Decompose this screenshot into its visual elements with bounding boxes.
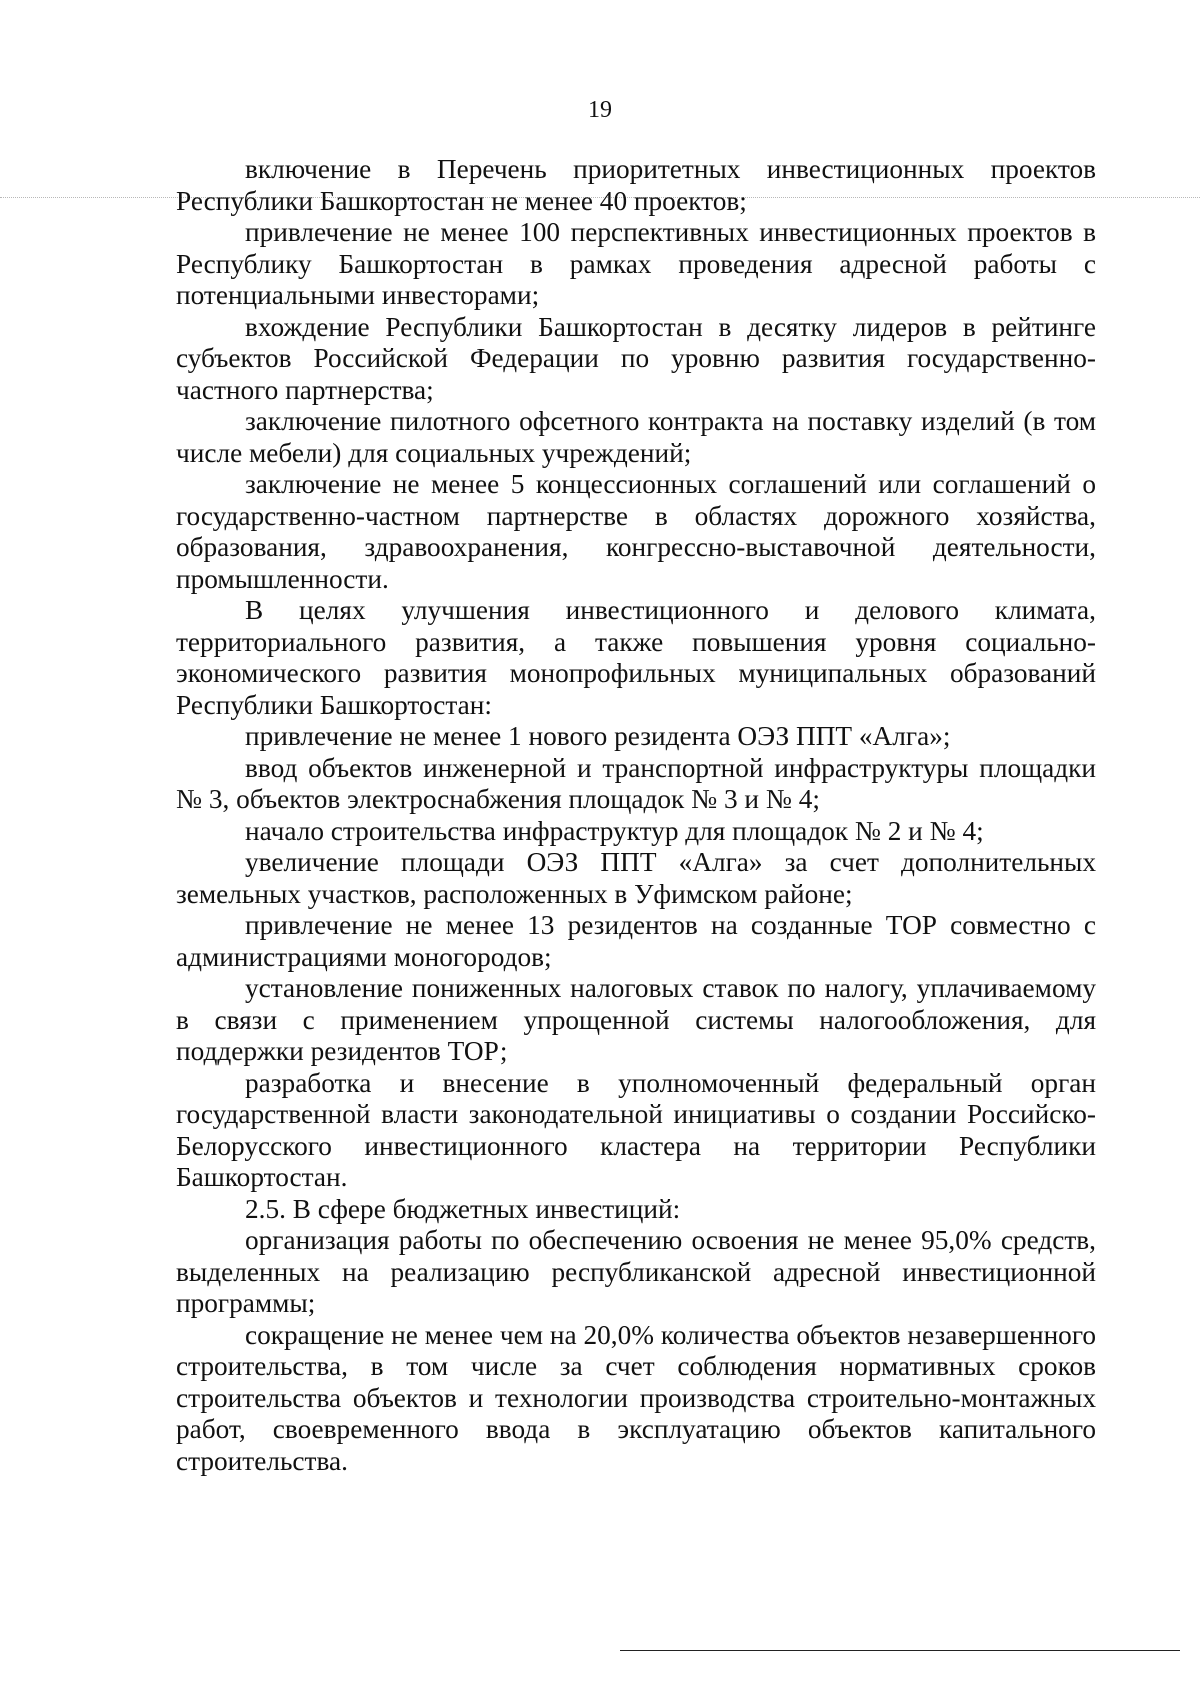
paragraph: заключение пилотного офсетного контракта на поставку изделий (в том числе мебели) для социальных учреждений; [176,406,1096,468]
paragraph: сокращение не менее чем на 20,0% количества объектов незавершенного строительства, в том числе за счет соблюдения нормативных сроков строительства объектов и технологии производства строительно-монтажных работ, своевременного ввода в эксплуатацию объектов капитального строительства. [176,1319,1096,1476]
paragraph: вхождение Республики Башкортостан в десятку лидеров в рейтинге субъектов Российской Федерации по уровню развития государственно-частного партнерства; [176,311,1096,405]
paragraph: заключение не менее 5 концессионных соглашений или соглашений о государственно-частном партнерстве в областях дорожного хозяйства, образования, здравоохранения, конгрессно-выставочной деятельности, промышленности. [176,469,1096,594]
page-number: 19 [588,97,612,123]
paragraph: увеличение площади ОЭЗ ППТ «Алга» за счет дополнительных земельных участков, расположенных в Уфимском районе; [176,847,1096,909]
paragraph: привлечение не менее 13 резидентов на созданные ТОР совместно с администрациями моногородов; [176,910,1096,972]
paragraph: разработка и внесение в уполномоченный федеральный орган государственной власти законодательной инициативы о создании Российско-Белорусского инвестиционного кластера на территории Республики Башкортостан. [176,1067,1096,1192]
footer-rule [620,1650,1180,1651]
paragraph: В целях улучшения инвестиционного и делового климата, территориального развития, а также повышения уровня социально-экономического развития монопрофильных муниципальных образований Республики Башкортостан: [176,595,1096,720]
paragraph: привлечение не менее 100 перспективных инвестиционных проектов в Республику Башкортостан в рамках проведения адресной работы с потенциальными инвесторами; [176,217,1096,310]
paragraph: ввод объектов инженерной и транспортной инфраструктуры площадки № 3, объектов электроснабжения площадок № 3 и № 4; [176,752,1096,814]
paragraph: начало строительства инфраструктур для площадок № 2 и № 4; [245,815,984,846]
paragraph: установление пониженных налоговых ставок по налогу, уплачиваемому в связи с применением упрощенной системы налогообложения, для поддержки резидентов ТОР; [176,973,1096,1066]
paragraph: привлечение не менее 1 нового резидента ОЭЗ ППТ «Алга»; [245,721,951,751]
section-heading: 2.5. В сфере бюджетных инвестиций: [245,1193,681,1224]
paragraph: включение в Перечень приоритетных инвестиционных проектов Республики Башкортостан не менее 40 проектов; [176,154,1096,216]
document-body [176,154,1096,1477]
paragraph: организация работы по обеспечению освоения не менее 95,0% средств, выделенных на реализацию республиканской адресной инвестиционной программы; [176,1225,1096,1318]
